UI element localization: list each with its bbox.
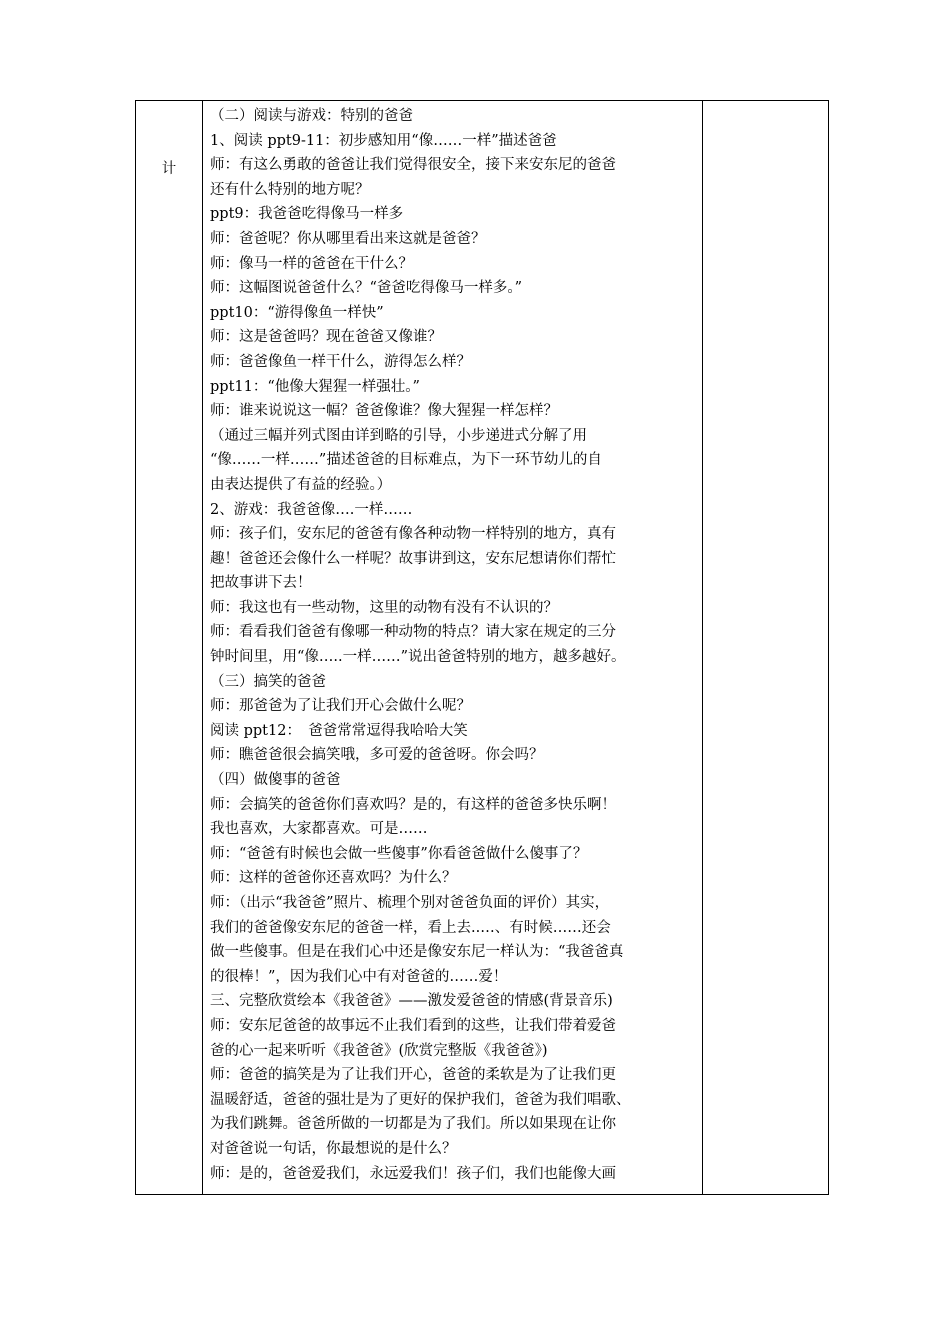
text-line: 师：有这么勇敢的爸爸让我们觉得很安全，接下来安东尼的爸爸 [210, 157, 616, 174]
text-line: 师：这样的爸爸你还喜欢吗？为什么？ [210, 870, 457, 887]
text-line: 我也喜欢，大家都喜欢。可是…… [210, 821, 428, 838]
text-line: 三、完整欣赏绘本《我爸爸》——激发爱爸爸的情感(背景音乐) [210, 993, 613, 1010]
text-line: 师：会搞笑的爸爸你们喜欢吗？是的，有这样的爸爸多快乐啊！ [210, 796, 616, 813]
text-line: 师：爸爸像鱼一样干什么，游得怎么样？ [210, 353, 471, 370]
text-line: 我们的爸爸像安东尼的爸爸一样，看上去..…、有时候……还会 [210, 919, 611, 936]
text-line: 趣！爸爸还会像什么一样呢？故事讲到这，安东尼想请你们帮忙 [210, 550, 616, 567]
text-line: 师：孩子们，安东尼的爸爸有像各种动物一样特别的地方，真有 [210, 526, 616, 543]
text-line: （二）阅读与游戏：特别的爸爸 [210, 108, 413, 124]
lesson-plan-table [135, 100, 829, 1195]
content-lines [210, 104, 698, 1186]
section-label-cell [136, 101, 203, 1195]
content-cell [203, 101, 703, 1195]
text-line: 师：是的，爸爸爱我们，永远爱我们！孩子们，我们也能像大画 [210, 1165, 616, 1182]
text-line: 对爸爸说一句话，你最想说的是什么？ [210, 1140, 457, 1157]
text-line: （三）搞笑的爸爸 [210, 673, 326, 690]
text-line: 师：安东尼爸爸的故事远不止我们看到的这些，让我们带着爱爸 [210, 1017, 616, 1034]
text-line: 把故事讲下去！ [210, 575, 312, 592]
text-line: ppt10：“游得像鱼一样快” [210, 304, 384, 321]
text-line: 师：爸爸呢？你从哪里看出来这就是爸爸？ [210, 230, 486, 247]
text-line: 师：谁来说说这一幅？爸爸像谁？像大猩猩一样怎样？ [210, 403, 558, 420]
text-line: （通过三幅并列式图由详到略的引导，小步递进式分解了用 [210, 427, 587, 444]
text-line: 师：（出示“我爸爸”照片、梳理个别对爸爸负面的评价）其实， [210, 895, 610, 911]
text-line: 由表达提供了有益的经验。） [210, 476, 392, 493]
text-line: 1、阅读 ppt9-11：初步感知用“像……一样”描述爸爸 [210, 132, 557, 149]
text-line: “像……一样……”描述爸爸的目标难点，为下一环节幼儿的自 [210, 452, 602, 469]
text-line: 师：那爸爸为了让我们开心会做什么呢？ [210, 698, 471, 715]
text-line: 阅读 ppt12： 爸爸常常逗得我哈哈大笑 [210, 722, 468, 739]
text-line: 温暖舒适，爸爸的强壮是为了更好的保护我们，爸爸为我们唱歌、 [210, 1091, 631, 1108]
text-line: 师：爸爸的搞笑是为了让我们开心，爸爸的柔软是为了让我们更 [210, 1067, 616, 1084]
text-line: 师：像马一样的爸爸在干什么？ [210, 255, 413, 272]
text-line: ppt11：“他像大猩猩一样强壮。” [210, 378, 420, 395]
section-label: 计 [161, 161, 177, 177]
text-line: 师：这幅图说爸爸什么？“爸爸吃得像马一样多。” [210, 280, 523, 297]
text-line: 钟时间里，用“像…..一样……”说出爸爸特别的地方，越多越好。 [210, 649, 626, 666]
text-line: 做一些傻事。但是在我们心中还是像安东尼一样认为：“我爸爸真 [210, 944, 624, 961]
text-line: 为我们跳舞。爸爸所做的一切都是为了我们。所以如果现在让你 [210, 1116, 616, 1133]
text-line: 爸的心一起来听听《我爸爸》(欣赏完整版《我爸爸》) [210, 1042, 548, 1059]
text-line: 师：“爸爸有时候也会做一些傻事”你看爸爸做什么傻事了？ [210, 845, 588, 862]
text-line: ppt9：我爸爸吃得像马一样多 [210, 206, 404, 223]
text-line: 师：瞧爸爸很会搞笑哦，多可爱的爸爸呀。你会吗？ [210, 747, 544, 764]
text-line: 的很棒！”，因为我们心中有对爸爸的……爱！ [210, 968, 508, 985]
text-line: 师：看看我们爸爸有像哪一种动物的特点？请大家在规定的三分 [210, 624, 616, 641]
notes-cell [703, 101, 829, 1195]
text-line: 还有什么特别的地方呢？ [210, 181, 370, 198]
text-line: 2、游戏：我爸爸像….一样…… [210, 501, 413, 518]
table-row [136, 101, 829, 1195]
text-line: 师：这是爸爸吗？现在爸爸又像谁？ [210, 329, 442, 346]
text-line: （四）做傻事的爸爸 [210, 772, 341, 789]
text-line: 师：我这也有一些动物，这里的动物有没有不认识的？ [210, 599, 558, 616]
